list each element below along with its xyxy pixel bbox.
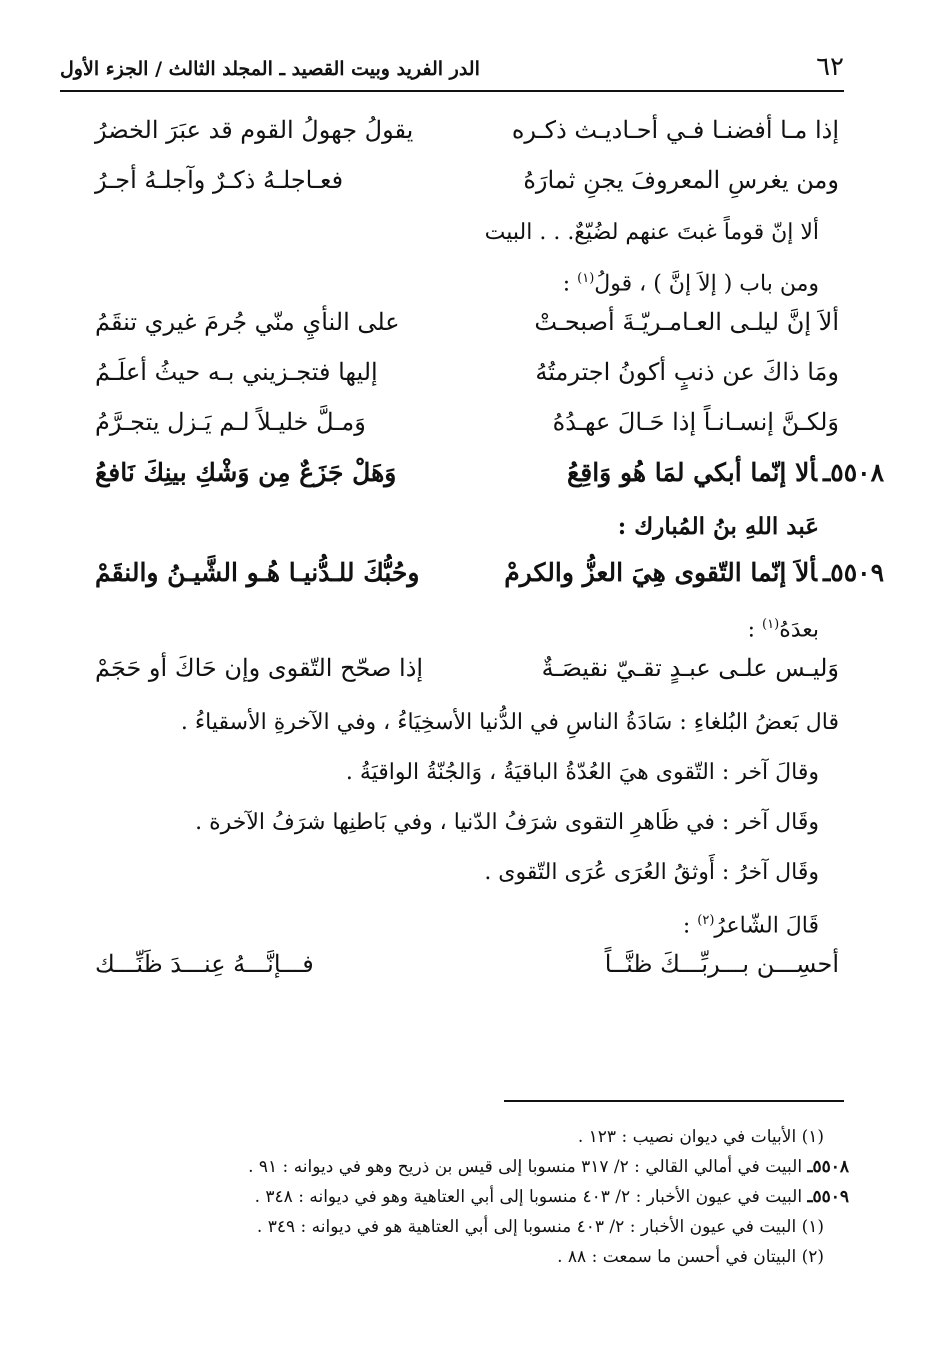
footnotes [95,1122,849,1272]
prose-line [95,898,839,944]
prose-line [95,256,839,302]
numbered-verse [95,452,884,502]
verse-first-hemistich: وَلكـنَّ إنسـانـاً إذا حَـالَ عهـدُهُ [552,408,839,436]
prose-line [95,602,839,648]
verse-text: ألاَ إنّما التّقوى هِيَ العزُّ والكرمْ [504,558,817,587]
prose-text: : [562,271,578,297]
verse-first-hemistich: ومَا ذاكَ عن ذنبٍ أكونُ اجترمتُهُ [535,358,839,386]
footnote-marker: (١) [762,617,780,632]
verse-second-hemistich: فـــإنَّـــهُ عِنـــدَ ظَنِّـــك [95,950,314,978]
footnote [95,1152,849,1182]
footnote-verse-number: ٥٥٠٩ـ [807,1187,849,1207]
verse-first-hemistich: إذا مـا أفضنـا فـي أحـاديـث ذكـره [511,116,839,144]
prose-line: قال بَعضُ البُلغاءِ : سَادَةُ الناسِ في الدُّنيا الأسخِيَاءُ ، وفي الآخرةِ الأسقياءُ . [180,710,839,735]
verse-first-hemistich: ألاَ إنَّ ليلـى العـامـريّـةَ أصبحـتْ [534,308,839,336]
verse-line [95,110,839,160]
footnote: (١) الأبيات في ديوان نصيب : ١٢٣ . [577,1127,824,1147]
verse-line [95,302,839,352]
verse-number: ٥٥٠٩ـ [822,558,884,587]
verse-second-hemistich: وَهَلْ جَزَعٌ مِن وَشْكِ بينِكَ نَافعُ [95,458,397,487]
prose-line: وقَال آخر : في ظَاهرِ التقوى شرَفُ الدّنيا ، وفي بَاطنِها شرَفُ الآخرة . [195,810,819,835]
verse-first-hemistich [484,558,884,587]
verse-second-hemistich: إليها فتجـزيني بـه حيثُ أعلَـمُ [95,358,378,386]
verse-first-hemistich: وَليـس علـى عبـدٍ تقـيّ نقيصَـةٌ [541,654,839,682]
verse-line [95,648,839,698]
verse-second-hemistich: على النأيِ منّي جُرمَ غيري تنقَمُ [95,308,400,336]
poet-attribution: عَبد اللهِ بنُ المُبارك : [617,513,819,540]
footnote [95,1182,849,1212]
verse-second-hemistich: وَمـلَّ خليـلاً لـم يَـزل يتجـرَّمُ [95,408,366,436]
running-title: الدر الفريد وبيت القصيد ـ المجلد الثالث / الجزء الأول [60,58,480,80]
verse-second-hemistich: وحُبُّكَ للـدُّنيـا هُـو الشَّيـنُ والنقَمْ [95,558,420,587]
prose-text: : [747,617,763,643]
prose-line: وقالَ آخر : التّقوى هيَ العُدّةُ الباقيَةُ ، وَالجُنّةُ الواقيَةُ . [345,760,819,785]
verse-second-hemistich: يقولُ جهولُ القوم قد عبَرَ الخضرُ [95,116,414,144]
prose-text: قَالَ الشّاعرُ [714,913,819,939]
footnote-marker: (٢) [697,913,715,928]
page-body [95,110,884,994]
page-header [60,50,844,92]
page-number: ٦٢ [816,52,844,82]
prose-line: وقَال آخرُ : أَوثقُ العُرَى عُرَى التّقوى . [484,860,819,885]
verse-second-hemistich: إذا صحّح التّقوى وإن حَاكَ أو حَجَمْ [95,654,424,682]
verse-line [95,352,839,402]
footnote-marker: (١) [577,271,595,286]
footnote-text: البيت في عيون الأخبار : ٢/ ٤٠٣ منسوبا إلى أبي العتاهية وهو في ديوانه : ٣٤٨ . [254,1187,808,1207]
verse-first-hemistich: أحسِـــن بـــربِّـــكَ ظنَّــاً [604,950,839,978]
prose-line: ألا إنّ قوماً غبتَ عنهم لضُيّعٌ. . . البيت [484,220,819,245]
verse-first-hemistich: ومن يغرسِ المعروفَ يجنِ ثمارَهُ [523,166,839,194]
prose-text: : [682,913,698,939]
verse-first-hemistich [484,458,884,487]
footnote: (١) البيت في عيون الأخبار : ٢/ ٤٠٣ منسوبا إلى أبي العتاهية هو في ديوانه : ٣٤٩ . [256,1217,824,1237]
verse-text: ألا إنّما أبكي لمَا هُو وَاقِعُ [566,458,817,487]
verse-line [95,944,839,994]
footnote: (٢) البيتان في أحسن ما سمعت : ٨٨ . [557,1247,824,1267]
verse-second-hemistich: فعـاجلـهُ ذكـرٌ وآجلـهُ أجـرُ [95,166,344,194]
verse-number: ٥٥٠٨ـ [822,458,884,487]
prose-text: بعدَهُ [779,617,819,643]
footnote-separator [504,1100,844,1102]
prose-text: ومن باب ( إلاَ إنَّ ) ، قولُ [594,271,819,297]
footnote-text: البيت في أمالي القالي : ٢/ ٣١٧ منسوبا إلى قيس بن ذريح وهو في ديوانه : ٩١ . [248,1157,808,1177]
verse-line [95,160,839,210]
verse-line [95,402,839,452]
footnote-verse-number: ٥٥٠٨ـ [807,1157,849,1177]
numbered-verse [95,552,884,602]
